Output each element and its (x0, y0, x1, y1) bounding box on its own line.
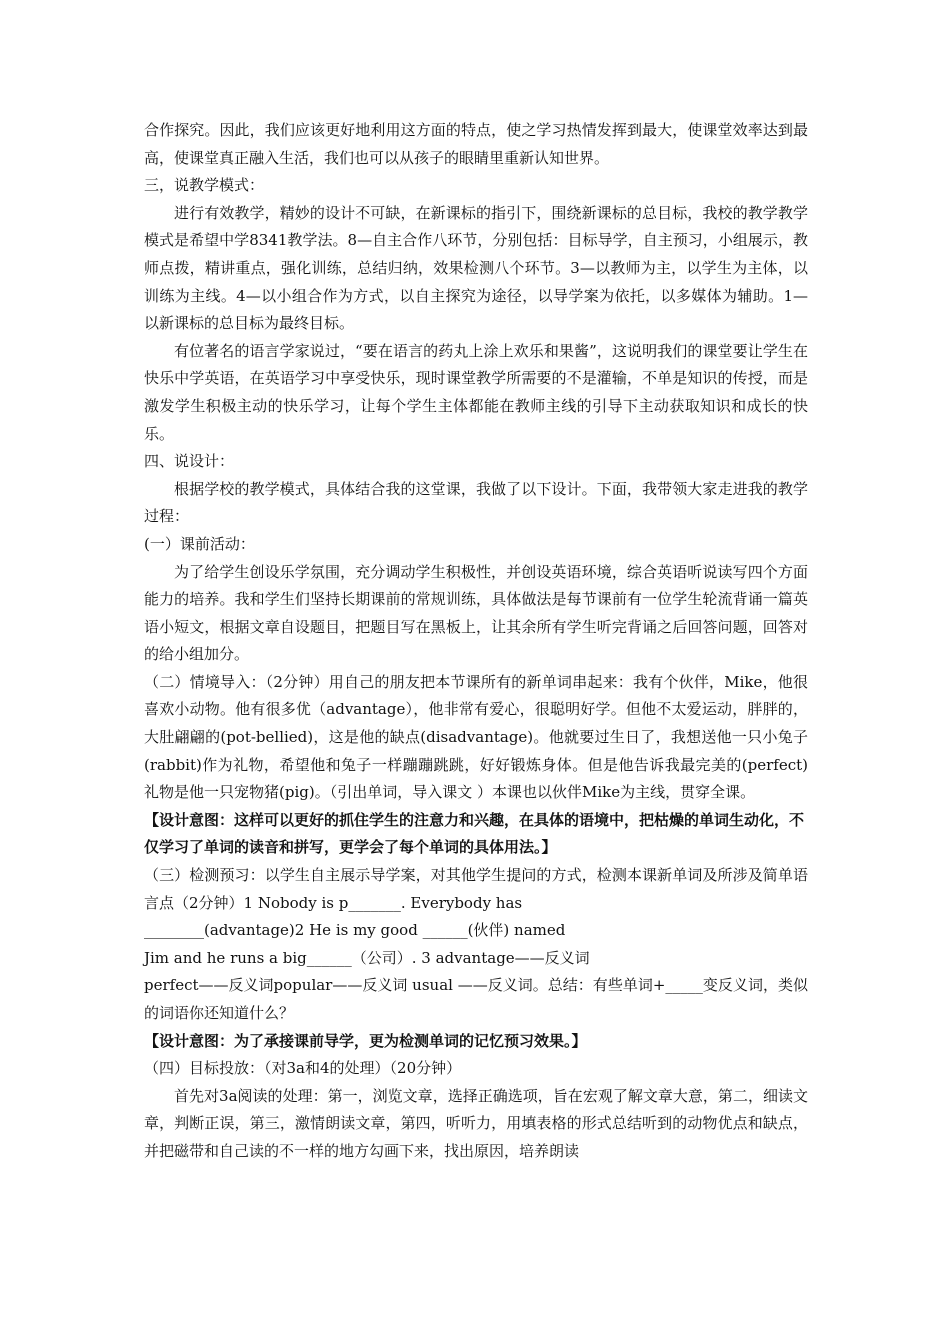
design-intent-note-1: 【设计意图：这样可以更好的抓住学生的注意力和兴趣，在具体的语境中，把枯燥的单词生动化，不仅学习了单词的读音和拼写，更学会了每个单词的具体用法。】 (144, 810, 805, 857)
exercise-line-3: perfect——反义词popular——反义词 usual ——反义词。总结：有些单词+_____变反义词，类似的词语你还知道什么？ (144, 976, 808, 1022)
paragraph-intro-continued: 合作探究。因此，我们应该更好地利用这方面的特点，使之学习热情发挥到最大，使课堂效率达到最高，使课堂真正融入生活，我们也可以从孩子的眼睛里重新认知世界。 (144, 121, 808, 167)
paragraph-linguist-quote: 有位著名的语言学家说过，“要在语言的药丸上涂上欢乐和果酱”，这说明我们的课堂要让学生在快乐中学英语，在英语学习中享受快乐，现时课堂教学所需要的不是灌输，不单是知识的传授，而是激发学生积极主动的快乐学习，让每个学生主体都能在教师主线的引导下主动获取知识和成长的快乐。 (144, 341, 808, 443)
paragraph-pre-class: 为了给学生创设乐学氛围，充分调动学生积极性，并创设英语环境，综合英语听说读写四个方面能力的培养。我和学生们坚持长期课前的常规训练，具体做法是每节课前有一位学生轮流背诵一篇英语小短文，根据文章自设题目，把题目写在黑板上，让其余所有学生听完背诵之后回答问题，回答对的给小组加分。 (144, 562, 808, 664)
paragraph-design-intro: 根据学校的教学模式，具体结合我的这堂课，我做了以下设计。下面，我带领大家走进我的教学过程： (144, 479, 808, 526)
document-page (144, 117, 808, 1166)
exercise-line-1: ________(advantage)2 He is my good ______(伙伴) named (144, 921, 566, 940)
paragraph-lead-in: （二）情境导入：（2分钟）用自己的朋友把本节课所有的新单词串起来：我有个伙伴，Mike，他很喜欢小动物。他有很多优（advantage），他非常有爱心，很聪明好学。但他不太爱运动，胖胖的，大肚翩翩的(pot-bellied)，这是他的缺点(disadvantage)。他就要过生日了，我想送他一只小兔子(rabbit)作为礼物，希望他和兔子一样蹦蹦跳跳，好好锻炼身体。但是他告诉我最完美的(perfect)礼物是他一只宠物猪(pig)。（引出单词，导入课文 ）本课也以伙伴Mike为主线，贯穿全课。 (144, 672, 808, 802)
subheading-pre-class: (一）课前活动： (144, 534, 255, 553)
paragraph-teaching-model: 进行有效教学，精妙的设计不可缺，在新课标的指引下，围绕新课标的总目标，我校的教学教学模式是希望中学8341教学法。8—自主合作八环节，分别包括：目标导学，自主预习，小组展示，教师点拨，精讲重点，强化训练，总结归纳，效果检测八个环节。3—以教师为主，以学生为主体，以训练为主线。4—以小组合作为方式，以自主探究为途径，以导学案为依托，以多媒体为辅助。1—以新课标的总目标为最终目标。 (144, 203, 808, 333)
subheading-target: （四）目标投放：（对3a和4的处理）（20分钟） (144, 1059, 462, 1078)
section-heading-teaching-model: 三，说教学模式： (144, 176, 265, 195)
paragraph-reading-3a: 首先对3a阅读的处理：第一，浏览文章，选择正确选项，旨在宏观了解文章大意，第二，细读文章，判断正误，第三，激情朗读文章，第四，听听力，用填表格的形式总结听到的动物优点和缺点，并把磁带和自己读的不一样的地方勾画下来，找出原因，培养朗读 (144, 1086, 808, 1160)
exercise-line-2: Jim and he runs a big______（公司）. 3 advantage——反义词 (144, 948, 590, 967)
design-intent-note-2: 【设计意图：为了承接课前导学，更为检测单词的记忆预习效果。】 (144, 1031, 587, 1050)
paragraph-preview-check: （三）检测预习：以学生自主展示导学案，对其他学生提问的方式，检测本课新单词及所涉及简单语言点（2分钟）1 Nobody is p_______. Everybody has (144, 866, 808, 912)
section-heading-design: 四、说设计： (144, 452, 235, 471)
